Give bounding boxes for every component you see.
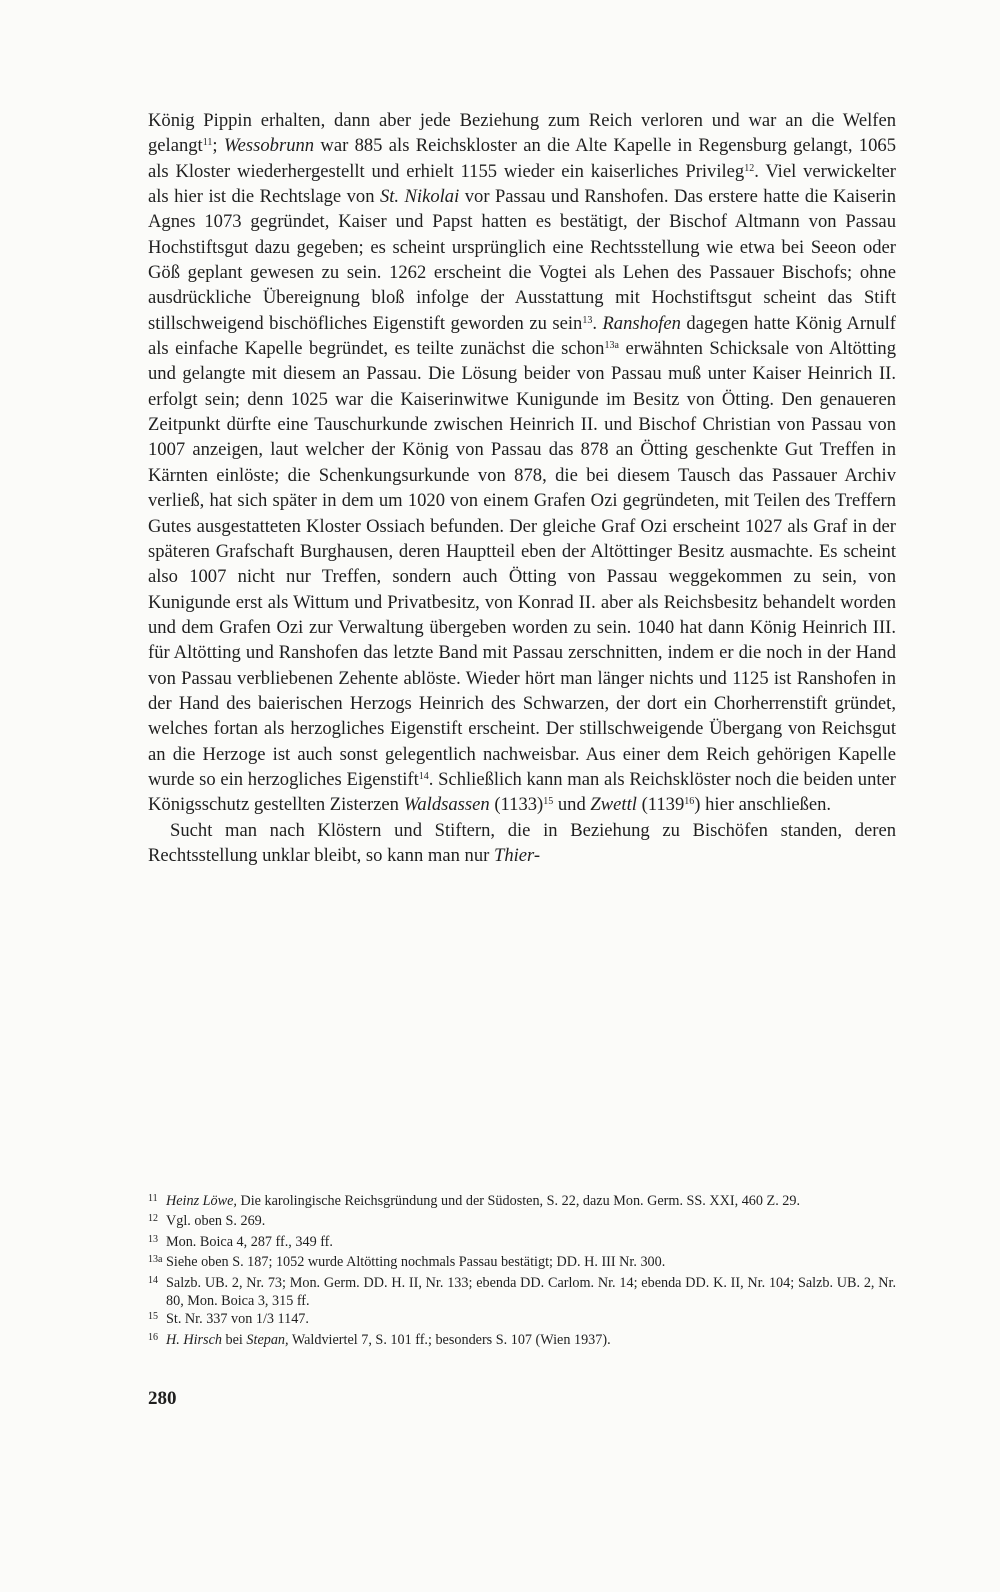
paragraph [148, 818, 896, 869]
italic-text: Waldsassen [403, 794, 490, 816]
footnote-text [166, 1233, 896, 1251]
footnote-reference: 14 [418, 770, 429, 782]
italic-text: Ranshofen [602, 312, 681, 334]
text-run: Die karolingische Reichsgründung und der Südosten, S. 22, dazu Mon. Germ. SS. XXI, 460 Z. 29. [236, 1193, 801, 1209]
footnote [148, 1233, 896, 1253]
italic-text: Thier- [494, 844, 541, 866]
text-run: dagegen hatte König Arnulf als einfache Kapelle begründet, es teilte zunächst die schon [148, 312, 896, 360]
footnote-text [166, 1274, 896, 1311]
footnote-marker: 15 [148, 1311, 158, 1323]
footnote-text [166, 1331, 896, 1349]
footnote-reference: 16 [684, 796, 695, 808]
footnote-reference: 13 [582, 314, 593, 326]
text-run: Siehe oben S. 187; 1052 wurde Altötting nochmals Passau bestätigt; DD. H. III Nr. 300. [166, 1254, 666, 1271]
italic-text: Zwettl [590, 794, 637, 816]
footnotes [148, 1192, 896, 1351]
footnote-text [166, 1253, 896, 1271]
footnote-text [166, 1192, 896, 1210]
italic-text: H. Hirsch [166, 1331, 222, 1348]
italic-text: Heinz Löwe, [166, 1193, 237, 1209]
footnote-reference: 13a [604, 340, 619, 352]
footnote [148, 1310, 896, 1330]
footnote-marker: 12 [148, 1213, 158, 1225]
text-run: Mon. Boica 4, 287 ff., 349 ff. [166, 1233, 333, 1250]
italic-text: Wessobrunn [223, 135, 315, 157]
italic-text: Stepan, [246, 1331, 289, 1348]
footnote-marker: 13 [148, 1233, 158, 1245]
text-run: . [592, 312, 603, 334]
text-run: St. Nr. 337 von 1/3 1147. [166, 1311, 309, 1328]
footnote-text [166, 1212, 896, 1230]
text-run: vor Passau und Ranshofen. Das erstere hatte die Kaiserin Agnes 1073 gegründet, Kaiser und Papst hatten es bestätigt, der Bischof Altmann von Passau Hochstiftsgut dazu gegeben; es scheint ursprünglich eine Rechtsstellung wie etwa bei Seeon oder Göß geplant gewesen zu sein. 1262 erscheint die Vogtei als Lehen des Passauer Bischofs; ohne ausdrückliche Übereignung bloß infolge der Ausstattung mit Hochstiftsgut scheint das Stift stillschweigend bischöfliches Eigenstift geworden zu sein [148, 186, 897, 334]
main-text [148, 108, 896, 868]
text-run: . Schließlich kann man als Reichsklöster noch die beiden unter Königsschutz gestellten Zisterzen [148, 768, 896, 816]
footnote [148, 1192, 896, 1212]
footnote-marker: 11 [148, 1193, 158, 1204]
footnote-reference: 11 [202, 137, 213, 149]
italic-text: St. Nikolai [379, 186, 460, 208]
text-run: ; [212, 135, 224, 157]
footnote-reference: 12 [744, 162, 755, 174]
text-run: erwähnten Schicksale von Altötting und gelangte mit diesem an Passau. Die Lösung beider von Passau muß unter Kaiser Heinrich II. erfolgt sein; denn 1025 war die Kaiserinwitwe Kunigunde im Besitz von Ötting. Den genaueren Zeitpunkt dürfte eine Tauschurkunde zwischen Heinrich II. und Bischof Christian von Passau von 1007 anzeigen, laut welcher der König von Passau das 878 an Ötting geschenkte Gut Treffen in Kärnten einlöste; die Schenkungsurkunde von 878, die bei diesem Tausch das Passauer Archiv verließ, hat sich später in dem um 1020 von einem Grafen Ozi gegründeten, mit Teilen des Treffern Gutes ausgestatteten Kloster Ossiach befunden. Der gleiche Graf Ozi erscheint 1027 als Graf in der späteren Grafschaft Burghausen, deren Hauptteil eben der Altöttinger Besitz ausmachte. Es scheint also 1007 nicht nur Treffen, sondern auch Ötting von Passau weggekommen zu sein, von Kunigunde erst als Wittum und Privatbesitz, von Konrad II. aber als Reichsbesitz behandelt worden und dem Grafen Ozi zur Verwaltung übergeben worden zu sein. 1040 hat dann König Heinrich III. für Altötting und Ranshofen das letzte Band mit Passau zerschnitten, indem er die noch in der Hand von Passau verbliebenen Zehente ablöste. Wieder hört man länger nichts und 1125 ist Ranshofen in der Hand des baierischen Herzogs Heinrich des Schwarzen, der dort ein Chorherrenstift gründet, welches fortan als herzogliches Eigenstift erscheint. Der stillschweigende Übergang von Reichsgut an die Herzoge ist auch sonst gelegentlich nachweisbar. Aus einer dem Reich gehörigen Kapelle wurde so ein herzogliches Eigenstift [148, 338, 896, 790]
footnote-reference: 15 [543, 796, 554, 808]
text-run: ) hier anschließen. [694, 794, 832, 816]
page-number: 280 [148, 1388, 177, 1409]
text-run: König Pippin erhalten, dann aber jede Beziehung zum Reich verloren und war an die Welfen gelangt [148, 110, 896, 157]
text-run: Sucht man nach Klöstern und Stiftern, die in Beziehung zu Bischöfen standen, deren Rechtsstellung unklar bleibt, so kann man nur [148, 819, 896, 866]
text-run: (1133) [489, 794, 544, 816]
text-run: bei [221, 1331, 247, 1348]
footnote-marker: 14 [148, 1274, 158, 1286]
text-run: Vgl. oben S. 269. [166, 1213, 266, 1230]
text-run: Salzb. UB. 2, Nr. 73; Mon. Germ. DD. H. II, Nr. 133; ebenda DD. Carlom. Nr. 14; ebenda DD. K. II, Nr. 104; Salzb. UB. 2, Nr. 80, Mon. Boica 3, 315 ff. [166, 1274, 896, 1310]
footnote-marker: 13a [148, 1254, 163, 1266]
text-run: war 885 als Reichskloster an die Alte Kapelle in Regensburg gelangt, 1065 als Kloster wiederhergestellt und erhielt 1155 wieder ein kaiserliches Privileg [148, 135, 896, 182]
text-run: (1139 [636, 794, 685, 816]
footnote [148, 1331, 896, 1351]
paragraph [148, 108, 896, 818]
text-run: und [553, 794, 591, 816]
footnote-text [166, 1310, 896, 1328]
footnote-marker: 16 [148, 1331, 158, 1343]
footnote [148, 1212, 896, 1232]
footnote [148, 1274, 896, 1311]
text-run: . Viel verwickelter als hier ist die Rechtslage von [148, 160, 896, 208]
footnote [148, 1253, 896, 1273]
text-run: Waldviertel 7, S. 101 ff.; besonders S. 107 (Wien 1937). [288, 1331, 611, 1348]
